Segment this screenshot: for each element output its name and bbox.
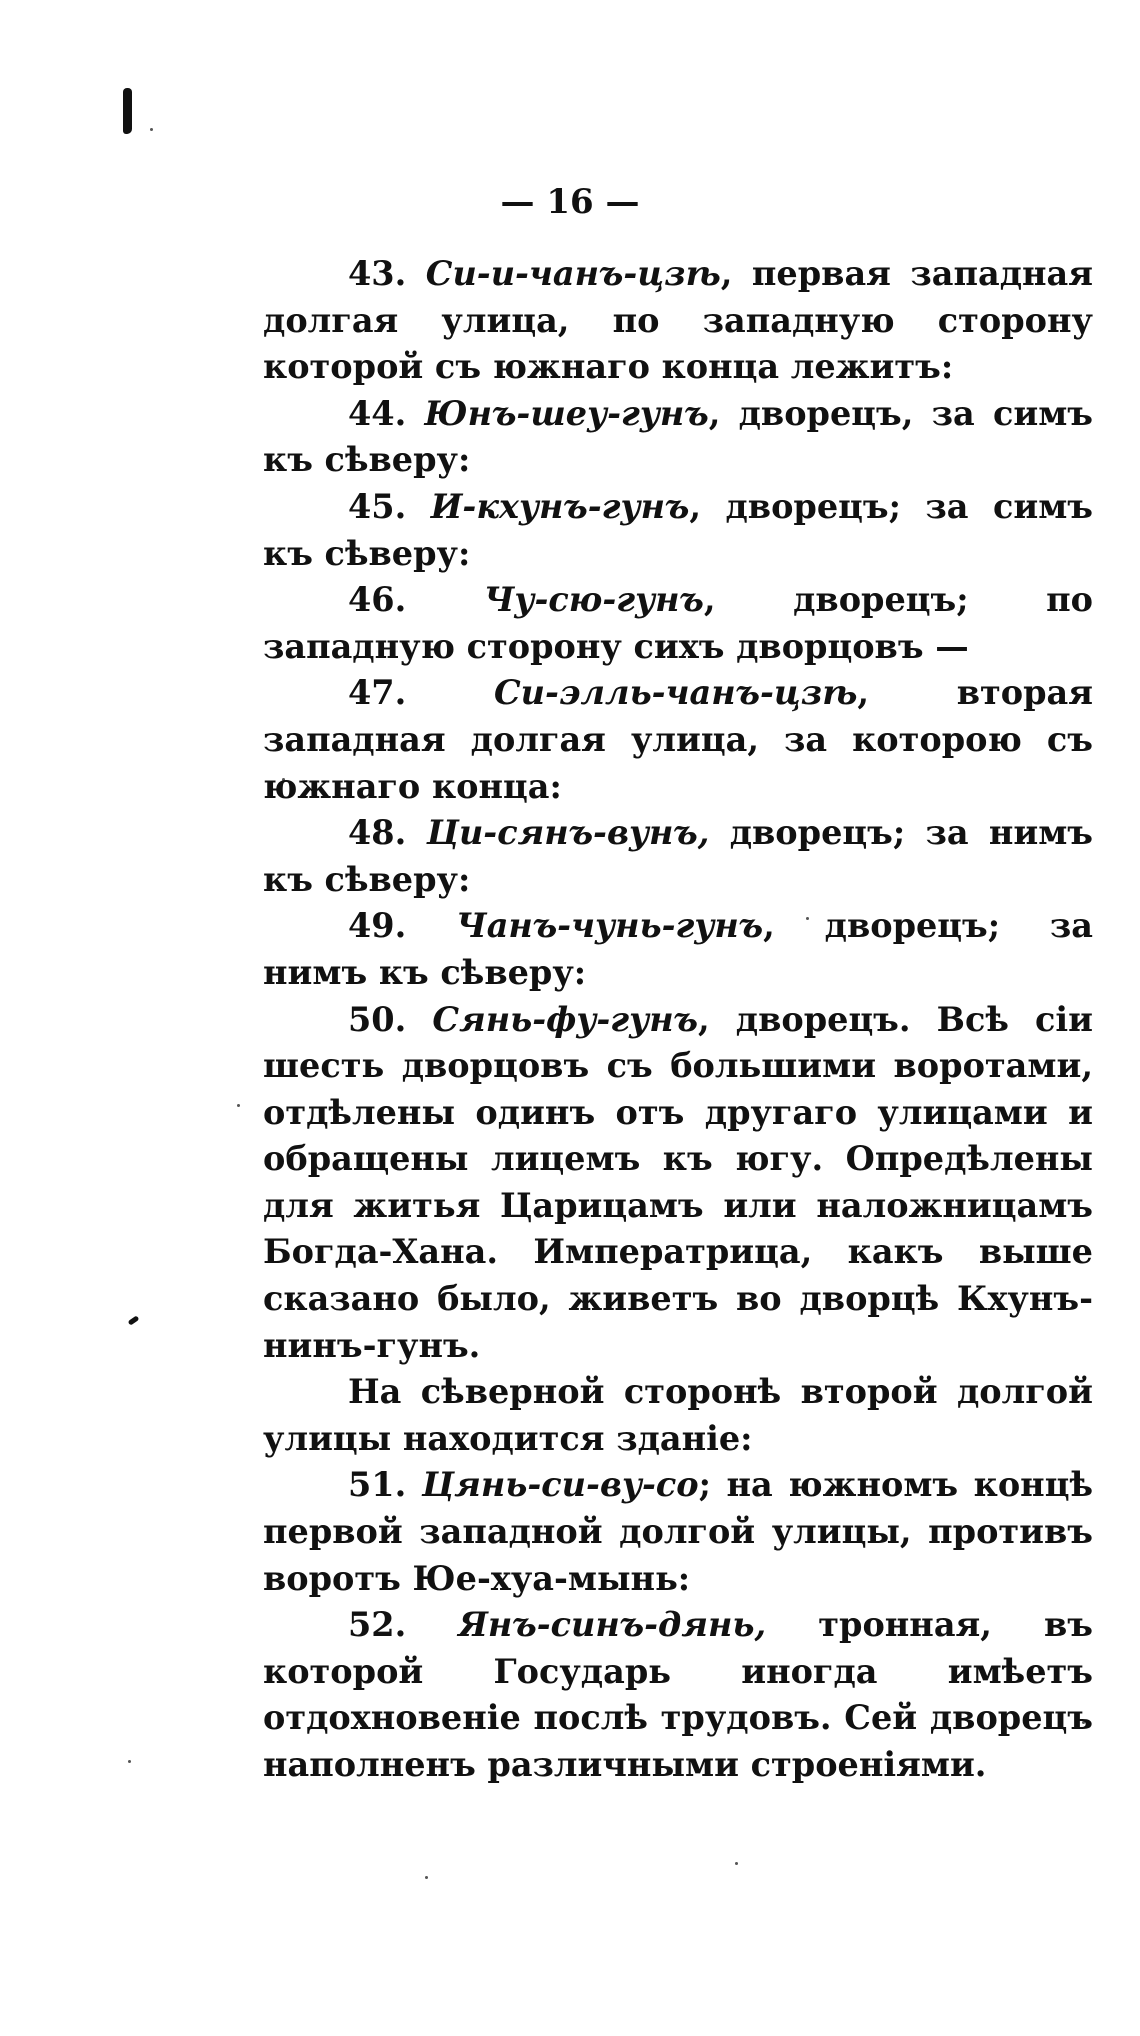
palace-name: И-кхунъ-гунъ	[430, 486, 690, 526]
entry-number: 45.	[348, 486, 407, 526]
paragraph-43	[263, 251, 1093, 391]
palace-name: Си-и-чанъ-цзѣ	[425, 254, 721, 293]
entry-number: 44.	[348, 393, 407, 433]
paragraph-44	[263, 391, 1093, 484]
paragraph-text: тронная, въ которой Государь иногда имѣетъ отдохновеніе послѣ трудовъ. Сей дворецъ наполненъ различными строеніями.	[263, 1605, 1093, 1784]
page-body	[263, 251, 1093, 1789]
paragraph-51	[263, 1462, 1093, 1602]
palace-name: Си-элль-чанъ-цзѣ	[494, 673, 858, 713]
entry-number: 51.	[348, 1465, 407, 1505]
paper-speck	[150, 128, 153, 131]
paragraph-text: ; на южномъ концѣ первой западной долгой улицы, противъ воротъ Юе-хуа-мынь:	[263, 1465, 1093, 1598]
entry-number: 48.	[348, 813, 407, 853]
paragraph-49	[263, 903, 1093, 996]
palace-name: Сянь-фу-гунъ	[432, 999, 698, 1039]
entry-number: 49.	[348, 906, 407, 946]
paragraph-45	[263, 484, 1093, 577]
paragraph-text: , дворецъ; за нимъ къ сѣверу:	[263, 906, 1093, 992]
paragraph-text: дворецъ; за нимъ къ сѣверу:	[263, 813, 1093, 899]
paper-speck	[237, 1104, 240, 1107]
ink-blot-mark	[123, 88, 132, 134]
paragraph-50	[263, 997, 1093, 1370]
entry-number: 47.	[348, 673, 407, 713]
palace-name: Ци-сянъ-вунъ,	[426, 813, 710, 853]
paragraph-46	[263, 577, 1093, 670]
paper-speck	[128, 1760, 131, 1763]
entry-number: 46.	[348, 580, 407, 620]
paragraph-text: , дворецъ. Всѣ сіи шесть дворцовъ съ большими воротами, отдѣлены одинъ отъ другаго улицами и обращены лицемъ къ югу. Опредѣлены для житья Царицамъ или наложницамъ Богда-Хана. Императрица, какъ выше сказано было, живетъ во дворцѣ Кхунъ-нинъ-гунъ.	[263, 999, 1093, 1365]
paragraph-text: , дворецъ, за симъ къ сѣверу:	[263, 393, 1093, 480]
ink-stroke-mark	[128, 1315, 140, 1325]
palace-name: Цянь-си-ву-со	[421, 1465, 699, 1505]
paragraph-52	[263, 1602, 1093, 1788]
paper-speck	[735, 1862, 738, 1865]
entry-number: 52.	[348, 1605, 407, 1645]
paragraph-text: , дворецъ; за симъ къ сѣверу:	[263, 486, 1094, 573]
page-number: — 16 —	[500, 182, 640, 222]
paragraph-text: , первая западная долгая улица, по западную сторону которой съ южнаго конца лежитъ:	[263, 254, 1093, 387]
entry-number: 43.	[348, 254, 407, 293]
paper-speck	[425, 1876, 428, 1879]
palace-name: Юнъ-шеу-гунъ	[424, 393, 709, 433]
paragraph-text: , вторая западная долгая улица, за которою съ южнаго конца:	[263, 673, 1093, 806]
paragraph-text: На сѣверной сторонѣ второй долгой улицы находится зданіе:	[263, 1372, 1093, 1458]
palace-name: Чанъ-чунь-гунъ	[456, 906, 764, 946]
paragraph-north-side	[263, 1369, 1093, 1462]
paragraph-text: , дворецъ; по западную сторону сихъ дворцовъ —	[263, 580, 1093, 666]
entry-number: 50.	[348, 999, 407, 1039]
paragraph-48	[263, 810, 1093, 903]
palace-name: Янъ-синъ-дянь,	[458, 1605, 767, 1645]
palace-name: Чу-сю-гунъ	[483, 580, 704, 620]
paragraph-47	[263, 670, 1093, 810]
